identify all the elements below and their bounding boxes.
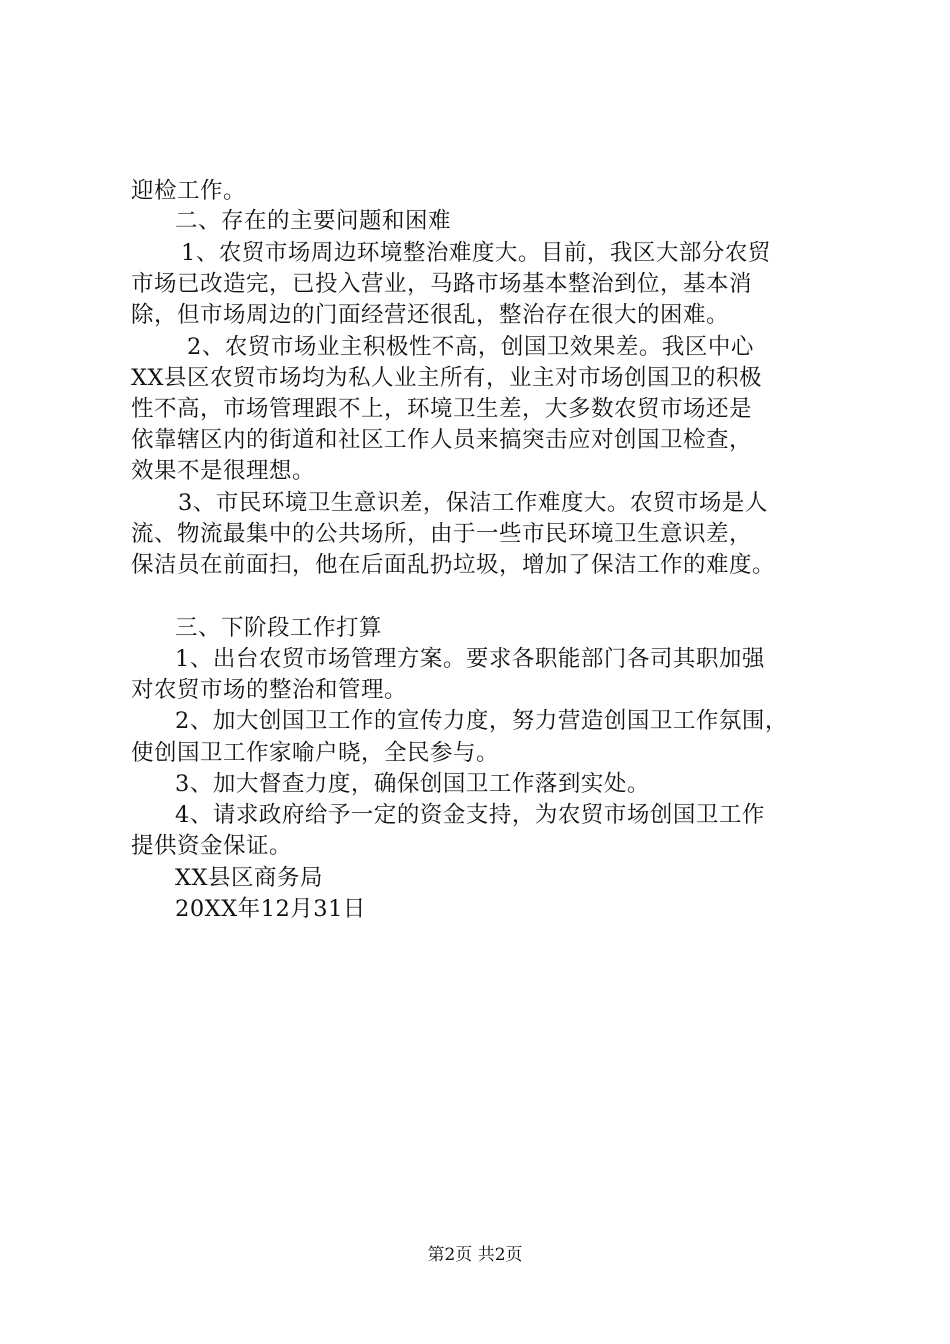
signature-organization: XX县区商务局 <box>175 865 324 891</box>
paragraph-line: 效果不是很理想。 <box>131 458 316 484</box>
signature-date: 20XX年12月31日 <box>175 896 366 922</box>
paragraph-line: 4、请求政府给予一定的资金支持，为农贸市场创国卫工作 <box>175 802 765 828</box>
paragraph-line: 使创国卫工作家喻户晓，全民参与。 <box>131 740 500 766</box>
page-number-footer: 第2页 共2页 <box>427 1245 523 1265</box>
paragraph-line: 依靠辖区内的街道和社区工作人员来搞突击应对创国卫检查， <box>131 427 753 453</box>
paragraph-line: 市场已改造完，已投入营业，马路市场基本整治到位，基本消 <box>131 271 753 297</box>
paragraph-line: 2、加大创国卫工作的宣传力度，努力营造创国卫工作氛围， <box>175 708 788 734</box>
paragraph-line: 除，但市场周边的门面经营还很乱，整治存在很大的困难。 <box>131 302 730 328</box>
paragraph-line: 对农贸市场的整治和管理。 <box>131 677 408 703</box>
paragraph-line: 性不高，市场管理跟不上，环境卫生差，大多数农贸市场还是 <box>131 396 753 422</box>
paragraph-line: 1、出台农贸市场管理方案。要求各职能部门各司其职加强 <box>175 646 765 672</box>
section-heading: 三、下阶段工作打算 <box>175 615 383 641</box>
paragraph-line: 迎检工作。 <box>131 178 247 204</box>
section-heading: 二、存在的主要问题和困难 <box>175 208 452 234</box>
paragraph-line: 流、物流最集中的公共场所，由于一些市民环境卫生意识差， <box>131 521 753 547</box>
paragraph-line: 1、农贸市场周边环境整治难度大。目前，我区大部分农贸 <box>181 240 771 266</box>
paragraph-line: 3、加大督查力度，确保创国卫工作落到实处。 <box>175 771 650 797</box>
paragraph-line: 保洁员在前面扫，他在后面乱扔垃圾，增加了保洁工作的难度。 <box>131 552 776 578</box>
paragraph-line: 提供资金保证。 <box>131 833 293 859</box>
paragraph-line: XX县区农贸市场均为私人业主所有，业主对市场创国卫的积极 <box>131 365 763 391</box>
paragraph-line: 3、市民环境卫生意识差，保洁工作难度大。农贸市场是人 <box>178 490 768 516</box>
paragraph-line: 2、农贸市场业主积极性不高，创国卫效果差。我区中心 <box>187 334 754 360</box>
